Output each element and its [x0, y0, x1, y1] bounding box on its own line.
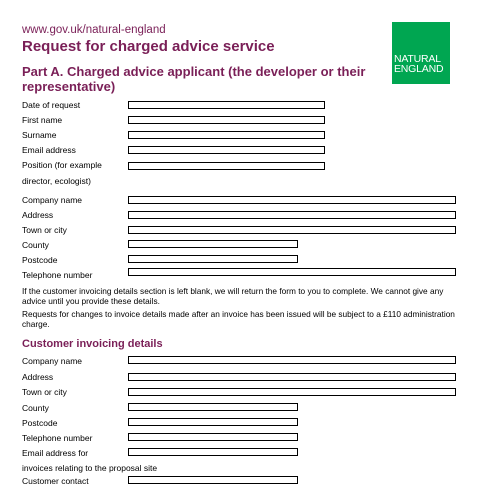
inv-postcode-label: Postcode — [22, 418, 58, 428]
first-name-label: First name — [22, 115, 63, 125]
form-title: Request for charged advice service — [22, 38, 275, 55]
inv-company-label: Company name — [22, 356, 83, 366]
address-label: Address — [22, 210, 54, 220]
site-url[interactable]: www.gov.uk/natural-england — [22, 24, 166, 36]
inv-telephone-field[interactable] — [128, 433, 298, 441]
inv-town-label: Town or city — [22, 387, 67, 397]
position-label-line1: Position (for example — [22, 160, 102, 170]
inv-county-label: County — [22, 403, 49, 413]
inv-contact-field[interactable] — [128, 476, 298, 484]
address-field[interactable] — [128, 211, 456, 219]
town-label: Town or city — [22, 225, 67, 235]
inv-company-field[interactable] — [128, 356, 456, 364]
part-a-heading: Part A. Charged advice applicant (the developer or their representative) — [22, 64, 366, 94]
natural-england-logo — [392, 22, 450, 84]
inv-postcode-field[interactable] — [128, 418, 298, 426]
date-field[interactable] — [128, 101, 325, 109]
inv-county-field[interactable] — [128, 403, 298, 411]
company-field[interactable] — [128, 196, 456, 204]
email-label: Email address — [22, 145, 76, 155]
first-name-field[interactable] — [128, 116, 325, 124]
position-field[interactable] — [128, 162, 325, 170]
inv-address-field[interactable] — [128, 373, 456, 381]
blank-warning-note: If the customer invoicing details section is left blank, we will return the form to you to complete. We cannot give any advice until you provide these details. — [22, 286, 444, 306]
county-label: County — [22, 240, 49, 250]
inv-telephone-label: Telephone number — [22, 433, 93, 443]
admin-charge-note: Requests for changes to invoice details made after an invoice has been issued will be subject to a £110 administration charge. — [22, 309, 455, 329]
inv-address-label: Address — [22, 372, 54, 382]
postcode-field[interactable] — [128, 255, 298, 263]
company-label: Company name — [22, 195, 83, 205]
date-label: Date of request — [22, 100, 81, 110]
inv-contact-label: Customer contact — [22, 476, 89, 486]
telephone-label: Telephone number — [22, 270, 93, 280]
logo-line-2: ENGLAND — [394, 63, 444, 75]
surname-label: Surname — [22, 130, 57, 140]
inv-email-field[interactable] — [128, 448, 298, 456]
postcode-label: Postcode — [22, 255, 58, 265]
inv-email-label-line1: Email address for — [22, 448, 89, 458]
email-field[interactable] — [128, 146, 325, 154]
position-label-line2: director, ecologist) — [22, 176, 91, 186]
inv-town-field[interactable] — [128, 388, 456, 396]
inv-email-label-line2: invoices relating to the proposal site — [22, 463, 158, 473]
telephone-field[interactable] — [128, 268, 456, 276]
invoicing-heading: Customer invoicing details — [22, 338, 163, 350]
surname-field[interactable] — [128, 131, 325, 139]
logo-line-1: NATURAL — [394, 53, 441, 65]
county-field[interactable] — [128, 240, 298, 248]
town-field[interactable] — [128, 226, 456, 234]
